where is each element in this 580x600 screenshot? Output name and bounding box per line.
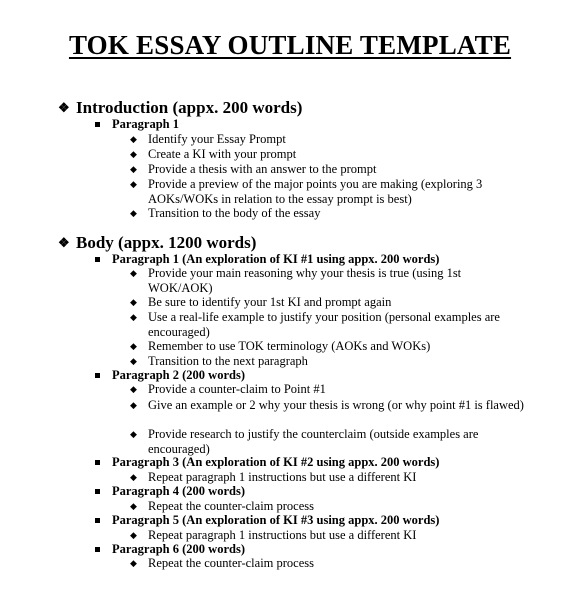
list-item-text: Transition to the body of the essay [148,206,321,220]
paragraph-label-text: Paragraph 4 (200 words) [112,484,245,498]
list-item [130,556,528,571]
square-bullet-icon [95,547,100,552]
diamond-bullet-icon: ◆ [130,429,137,439]
diamond-bullet-icon: ◆ [130,501,137,511]
paragraph-label [112,252,439,267]
square-bullet-icon [95,373,100,378]
list-item [130,339,528,354]
list-item-text: Provide a counter-claim to Point #1 [148,382,326,396]
section-heading-text: Introduction (appx. 200 words) [76,98,303,117]
diamond-bullet-icon: ◆ [130,356,137,366]
diamond-bullet-icon: ◆ [130,312,137,322]
square-bullet-icon [95,122,100,127]
list-item [130,310,528,339]
section-heading-introduction [58,98,302,118]
diamond-bullet-icon: ◆ [130,134,137,144]
section-heading-text: Body (appx. 1200 words) [76,233,257,252]
paragraph-label-text: Paragraph 1 [112,117,180,131]
paragraph-label-text: Paragraph 1 (An exploration of KI #1 using appx. 200 words) [112,252,440,266]
list-item-text: Repeat paragraph 1 instructions but use a different KI [148,528,417,542]
list-item [130,162,528,177]
list-item-text: Identify your Essay Prompt [148,132,286,146]
paragraph-label-text: Paragraph 6 (200 words) [112,542,245,556]
list-item [130,147,528,162]
paragraph-label-text: Paragraph 3 (An exploration of KI #2 using appx. 200 words) [112,455,440,469]
diamond-bullet-icon: ◆ [130,341,137,351]
diamond-bullet-icon: ◆ [130,558,137,568]
square-bullet-icon [95,460,100,465]
diamond-bullet-icon: ◆ [130,297,137,307]
list-item [130,266,528,295]
list-item-text: Repeat paragraph 1 instructions but use a different KI [148,470,417,484]
section-heading-body [58,233,256,253]
list-item-text: Repeat the counter-claim process [148,499,314,513]
diamond-bullet-icon: ❖ [58,100,70,115]
list-item-text: Create a KI with your prompt [148,147,297,161]
list-item-text: Give an example or 2 why your thesis is wrong (or why point #1 is flawed) [148,398,524,412]
diamond-bullet-icon: ◆ [130,208,137,218]
list-item [130,470,528,485]
list-item [130,427,528,456]
page-title: TOK ESSAY OUTLINE TEMPLATE [68,30,512,60]
square-bullet-icon [95,518,100,523]
list-item [130,354,528,369]
list-item [130,132,528,147]
paragraph-label-text: Paragraph 2 (200 words) [112,368,245,382]
list-item-text: Repeat the counter-claim process [148,556,314,570]
list-item [130,177,528,206]
diamond-bullet-icon: ◆ [130,179,137,189]
paragraph-label-text: Paragraph 5 (An exploration of KI #3 using appx. 200 words) [112,513,440,527]
diamond-bullet-icon: ◆ [130,164,137,174]
list-item-text: Provide a thesis with an answer to the prompt [148,162,377,176]
paragraph-label [112,484,245,499]
paragraph-label [112,117,179,132]
diamond-bullet-icon: ◆ [130,472,137,482]
diamond-bullet-icon: ◆ [130,530,137,540]
square-bullet-icon [95,257,100,262]
paragraph-label [112,542,245,557]
list-item [130,206,528,221]
list-item-text: Provide your main reasoning why your thesis is true (using 1st WOK/AOK) [148,266,462,295]
list-item [130,528,528,543]
diamond-bullet-icon: ◆ [130,384,137,394]
list-item-text: Remember to use TOK terminology (AOKs and WOKs) [148,339,431,353]
list-item-text: Provide research to justify the counterclaim (outside examples are encouraged) [148,427,479,456]
diamond-bullet-icon: ◆ [130,268,137,278]
list-item [130,499,528,514]
list-item-text: Provide a preview of the major points you are making (exploring 3 AOKs/WOKs in relation to the essay prompt is best) [148,177,483,206]
list-item [130,398,528,413]
list-item [130,295,528,310]
paragraph-label [112,368,245,383]
list-item-text: Be sure to identify your 1st KI and prompt again [148,295,392,309]
paragraph-label [112,455,439,470]
list-item-text: Transition to the next paragraph [148,354,308,368]
diamond-bullet-icon: ❖ [58,235,70,250]
diamond-bullet-icon: ◆ [130,149,137,159]
paragraph-label [112,513,439,528]
list-item-text: Use a real-life example to justify your position (personal examples are encouraged) [148,310,500,339]
square-bullet-icon [95,489,100,494]
diamond-bullet-icon: ◆ [130,400,137,410]
list-item [130,382,528,397]
